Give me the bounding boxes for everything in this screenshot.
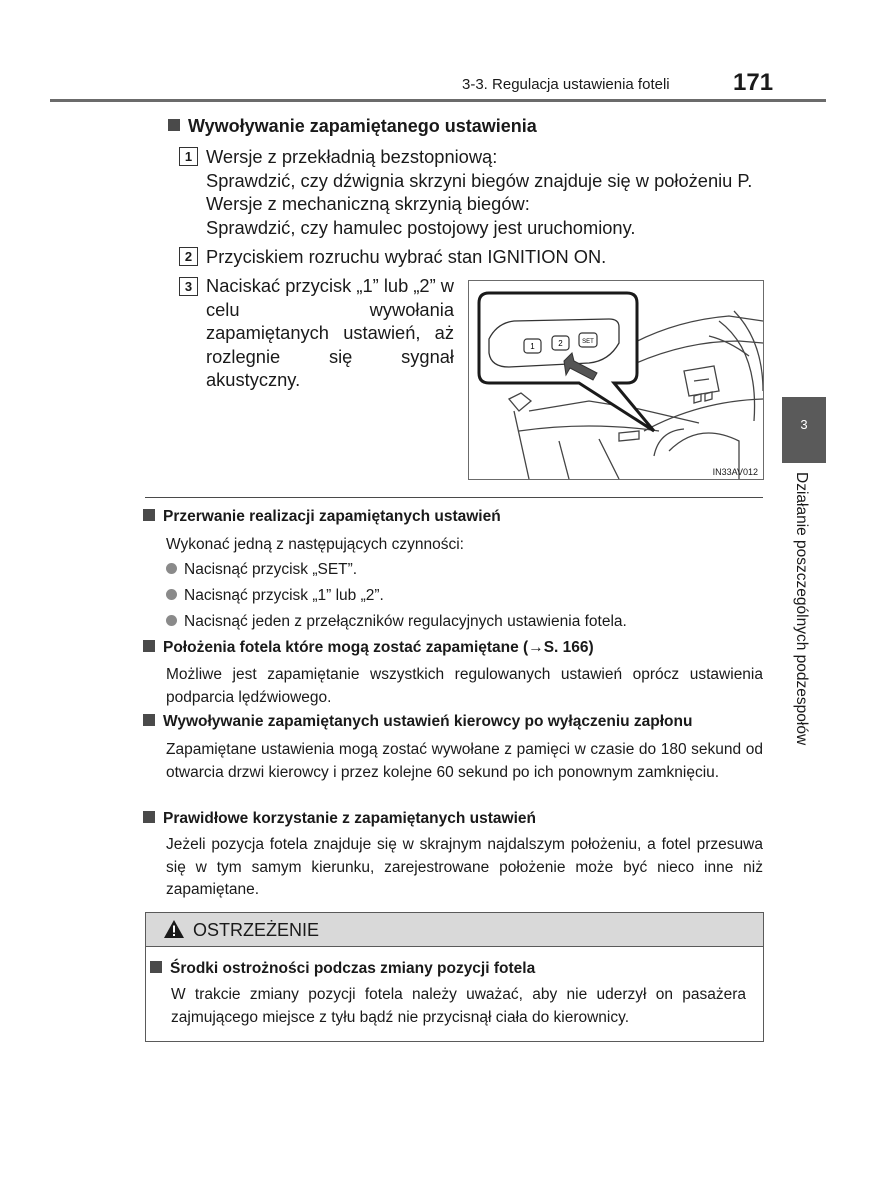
square-bullet-icon bbox=[143, 714, 155, 726]
warning-subtitle: Środki ostrożności podczas zmiany pozycji fotela bbox=[150, 960, 535, 978]
list-item: Nacisnąć przycisk „SET”. bbox=[166, 561, 357, 579]
memorizable-positions-title: Położenia fotela które mogą zostać zapamiętane (→S. 166) bbox=[143, 639, 594, 657]
warning-body: W trakcie zmiany pozycji fotela należy uważać, aby nie uderzył on pasażera zajmującego miejsce z tyłu bądź nie przycisnął ciała do kierownicy. bbox=[171, 986, 746, 1026]
chapter-number: 3 bbox=[800, 417, 808, 432]
bullet-dot-icon bbox=[166, 589, 177, 600]
header-rule bbox=[50, 99, 826, 102]
door-panel-drawing bbox=[469, 281, 763, 479]
step-3-text: Naciskać przycisk „1” lub „2” w celu wywołania zapamiętanych ustawień, aż rozlegnie się sygnał akustyczny. bbox=[206, 275, 454, 390]
button-set-label: SET bbox=[582, 339, 594, 345]
correct-use-title: Prawidłowe korzystanie z zapamiętanych ustawień bbox=[143, 810, 536, 828]
warning-title: OSTRZEŻENIE bbox=[193, 920, 320, 940]
page-number: 171 bbox=[733, 69, 774, 96]
step-1-line: Wersje z mechaniczną skrzynią biegów: bbox=[206, 193, 530, 214]
correct-use-body: Jeżeli pozycja fotela znajduje się w skrajnym najdalszym położeniu, a fotel przesuwa się w tym samym kierunku, zarejestrowane położenie może być nieco inne niż zapamiętane. bbox=[166, 836, 763, 898]
square-bullet-icon bbox=[143, 811, 155, 823]
chapter-tab bbox=[782, 397, 826, 463]
recall-after-ignition-off-body: Zapamiętane ustawienia mogą zostać wywołane z pamięci w czasie do 180 sekund od otwarcia drzwi kierowcy i przez kolejne 60 sekund po ich ponownym zamknięciu. bbox=[166, 741, 763, 781]
square-bullet-icon bbox=[150, 961, 162, 973]
step-2-number: 2 bbox=[179, 247, 198, 266]
step-1-text bbox=[206, 145, 752, 239]
square-bullet-icon bbox=[143, 640, 155, 652]
bullet-dot-icon bbox=[166, 615, 177, 626]
illustration-code: IN33AV012 bbox=[712, 467, 758, 477]
list-item: Nacisnąć jeden z przełączników regulacyjnych ustawienia fotela. bbox=[166, 613, 627, 631]
step-2-text: Przyciskiem rozruchu wybrać stan IGNITION ON. bbox=[206, 246, 607, 267]
bullet-dot-icon bbox=[166, 563, 177, 574]
section-heading: 3-3. Regulacja ustawienia foteli bbox=[462, 76, 670, 93]
memory-button-illustration bbox=[468, 280, 764, 480]
chapter-title: Działanie poszczególnych podzespołów bbox=[793, 472, 810, 746]
step-1-line: Sprawdzić, czy hamulec postojowy jest uruchomiony. bbox=[206, 216, 636, 238]
step-1-number: 1 bbox=[179, 147, 198, 166]
recall-title bbox=[168, 116, 537, 137]
square-bullet-icon bbox=[168, 119, 180, 131]
warning-box bbox=[145, 912, 764, 1042]
section-divider bbox=[145, 497, 763, 498]
cancel-recall-intro: Wykonać jedną z następujących czynności: bbox=[166, 536, 464, 553]
warning-triangle-icon bbox=[163, 919, 185, 939]
square-bullet-icon bbox=[143, 509, 155, 521]
cancel-recall-title: Przerwanie realizacji zapamiętanych ustawień bbox=[143, 508, 501, 526]
recall-after-ignition-off-title: Wywoływanie zapamiętanych ustawień kierowcy po wyłączeniu zapłonu bbox=[143, 713, 692, 731]
warning-header bbox=[146, 913, 763, 947]
button-1-label: 1 bbox=[530, 342, 535, 351]
step-1-line: Sprawdzić, czy dźwignia skrzyni biegów znajduje się w położeniu P. bbox=[206, 169, 753, 191]
step-3-number: 3 bbox=[179, 277, 198, 296]
step-1-line: Wersje z przekładnią bezstopniową: bbox=[206, 146, 498, 167]
button-2-label: 2 bbox=[558, 339, 563, 348]
memorizable-positions-body: Możliwe jest zapamiętanie wszystkich regulowanych ustawień oprócz ustawienia podparcia lędźwiowego. bbox=[166, 666, 763, 706]
recall-title-text: Wywoływanie zapamiętanego ustawienia bbox=[188, 116, 537, 136]
list-item: Nacisnąć przycisk „1” lub „2”. bbox=[166, 587, 384, 605]
